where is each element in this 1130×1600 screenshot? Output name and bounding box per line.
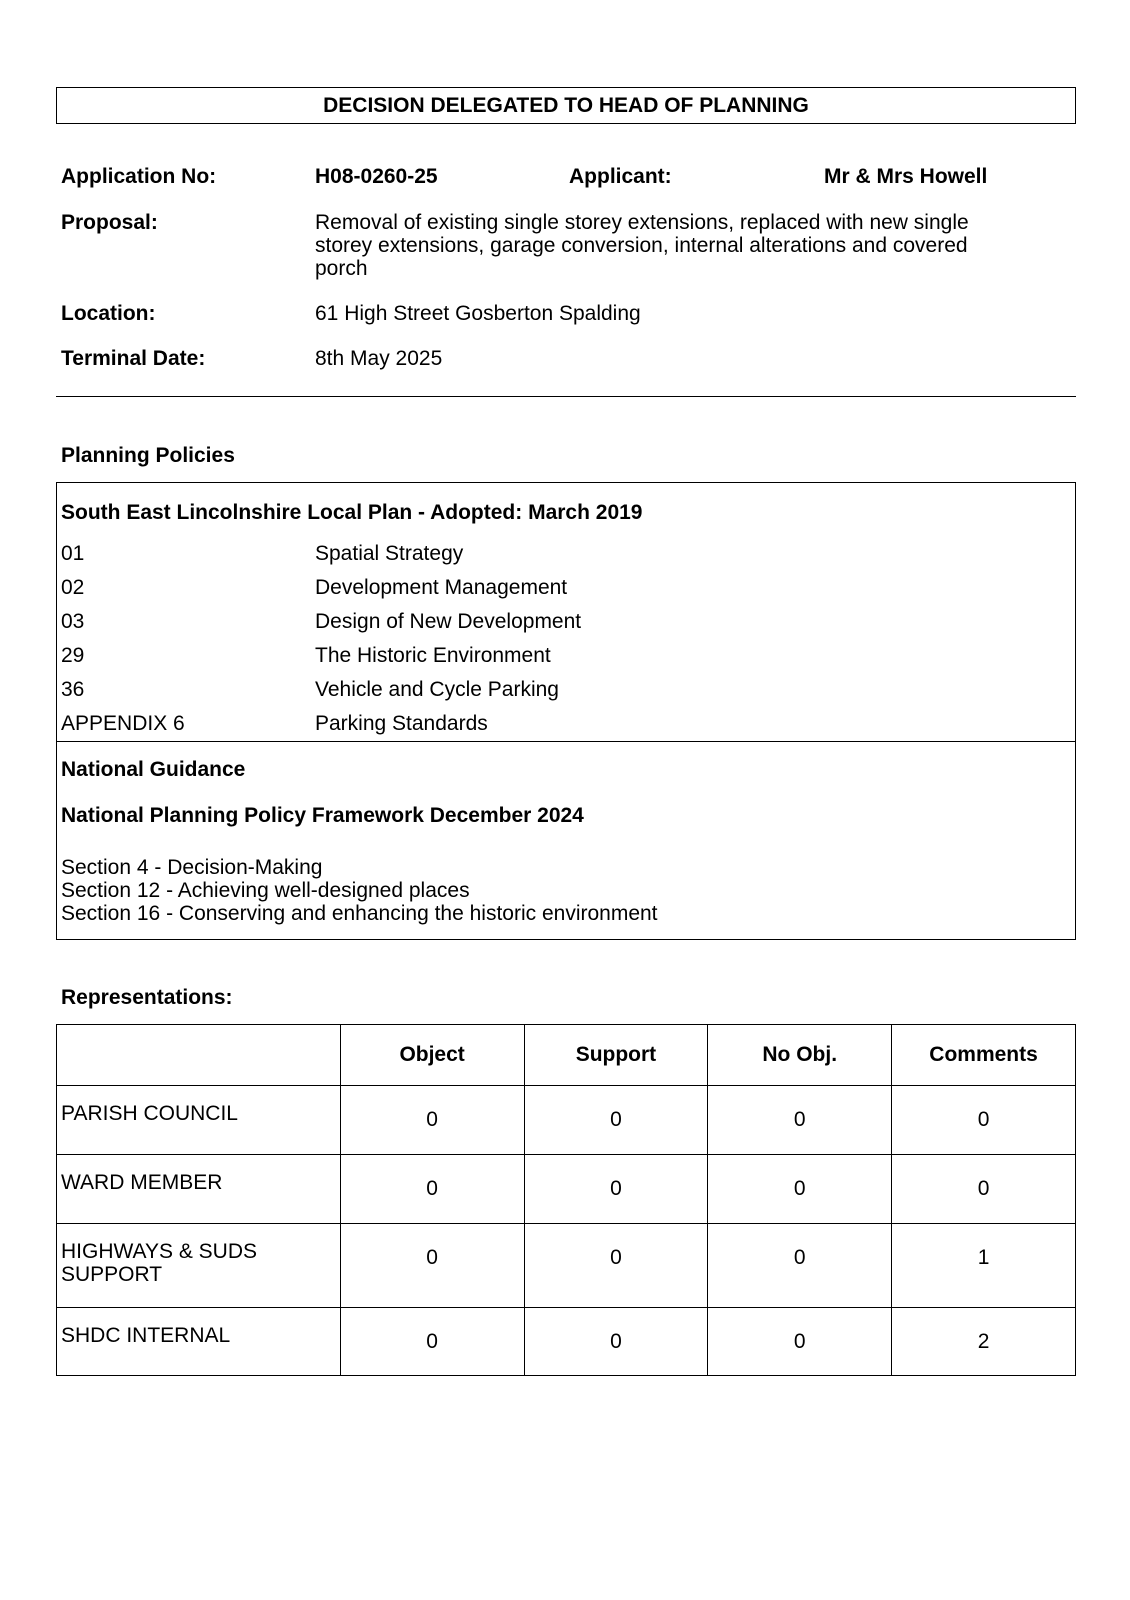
proposal-line: porch [315,257,368,280]
nppf-section-list [61,856,658,925]
policy-code: 01 [61,542,85,565]
application-no-value: H08-0260-25 [315,165,438,188]
cell-object: 0 [340,1155,524,1224]
cell-comments: 2 [892,1308,1076,1376]
cell-comments: 0 [892,1086,1076,1155]
table-row [57,1086,1076,1155]
row-name-line: SUPPORT [61,1263,163,1286]
table-header-row [57,1025,1076,1086]
nppf-section: Section 12 - Achieving well-designed places [61,879,470,902]
decision-header: DECISION DELEGATED TO HEAD OF PLANNING [56,87,1076,124]
policy-name: Vehicle and Cycle Parking [315,678,559,701]
policy-box [56,482,1076,940]
column-header-comments: Comments [892,1025,1076,1086]
row-name [57,1086,341,1155]
column-header-no-obj: No Obj. [708,1025,892,1086]
application-no-label: Application No: [61,165,217,188]
row-name [57,1224,341,1308]
cell-object: 0 [340,1308,524,1376]
applicant-value: Mr & Mrs Howell [824,165,988,188]
policy-name: Parking Standards [315,712,488,735]
nppf-section: Section 16 - Conserving and enhancing the historic environment [61,902,658,925]
row-name-line: HIGHWAYS & SUDS [61,1240,258,1263]
proposal-label: Proposal: [61,211,158,234]
row-name [57,1308,341,1376]
row-name [57,1155,341,1224]
local-plan-title: South East Lincolnshire Local Plan - Adopted: March 2019 [61,501,643,524]
section-divider [56,396,1076,397]
row-name-line: PARISH COUNCIL [61,1102,238,1125]
policy-name: Design of New Development [315,610,582,633]
cell-no-obj: 0 [708,1224,892,1308]
national-guidance-heading: National Guidance [61,758,246,781]
row-name-line: WARD MEMBER [61,1171,223,1194]
cell-object: 0 [340,1224,524,1308]
column-header-support: Support [524,1025,708,1086]
cell-object: 0 [340,1086,524,1155]
cell-support: 0 [524,1086,708,1155]
policy-divider [57,741,1075,742]
cell-comments: 1 [892,1224,1076,1308]
policy-code: APPENDIX 6 [61,712,185,735]
cell-comments: 0 [892,1155,1076,1224]
cell-support: 0 [524,1308,708,1376]
table-corner-cell [57,1025,341,1086]
cell-no-obj: 0 [708,1086,892,1155]
table-row [57,1308,1076,1376]
cell-no-obj: 0 [708,1155,892,1224]
terminal-date-value: 8th May 2025 [315,347,443,370]
location-value: 61 High Street Gosberton Spalding [315,302,641,325]
nppf-title: National Planning Policy Framework December 2024 [61,804,584,827]
nppf-section: Section 4 - Decision-Making [61,856,323,879]
policy-code: 36 [61,678,85,701]
policy-code: 29 [61,644,85,667]
applicant-label: Applicant: [569,165,672,188]
row-name-line: SHDC INTERNAL [61,1324,231,1347]
policy-name: The Historic Environment [315,644,551,667]
cell-support: 0 [524,1224,708,1308]
proposal-line: Removal of existing single storey extensions, replaced with new single [315,211,969,234]
policy-code: 03 [61,610,85,633]
proposal-text [315,211,1055,280]
column-header-object: Object [340,1025,524,1086]
cell-no-obj: 0 [708,1308,892,1376]
table-row [57,1155,1076,1224]
representations-heading: Representations: [61,986,233,1009]
location-label: Location: [61,302,156,325]
policy-code: 02 [61,576,85,599]
policy-name: Development Management [315,576,568,599]
planning-policies-heading: Planning Policies [61,444,235,467]
representations-table [56,1024,1076,1376]
table-row [57,1224,1076,1308]
terminal-date-label: Terminal Date: [61,347,206,370]
proposal-line: storey extensions, garage conversion, internal alterations and covered [315,234,968,257]
policy-name: Spatial Strategy [315,542,464,565]
cell-support: 0 [524,1155,708,1224]
